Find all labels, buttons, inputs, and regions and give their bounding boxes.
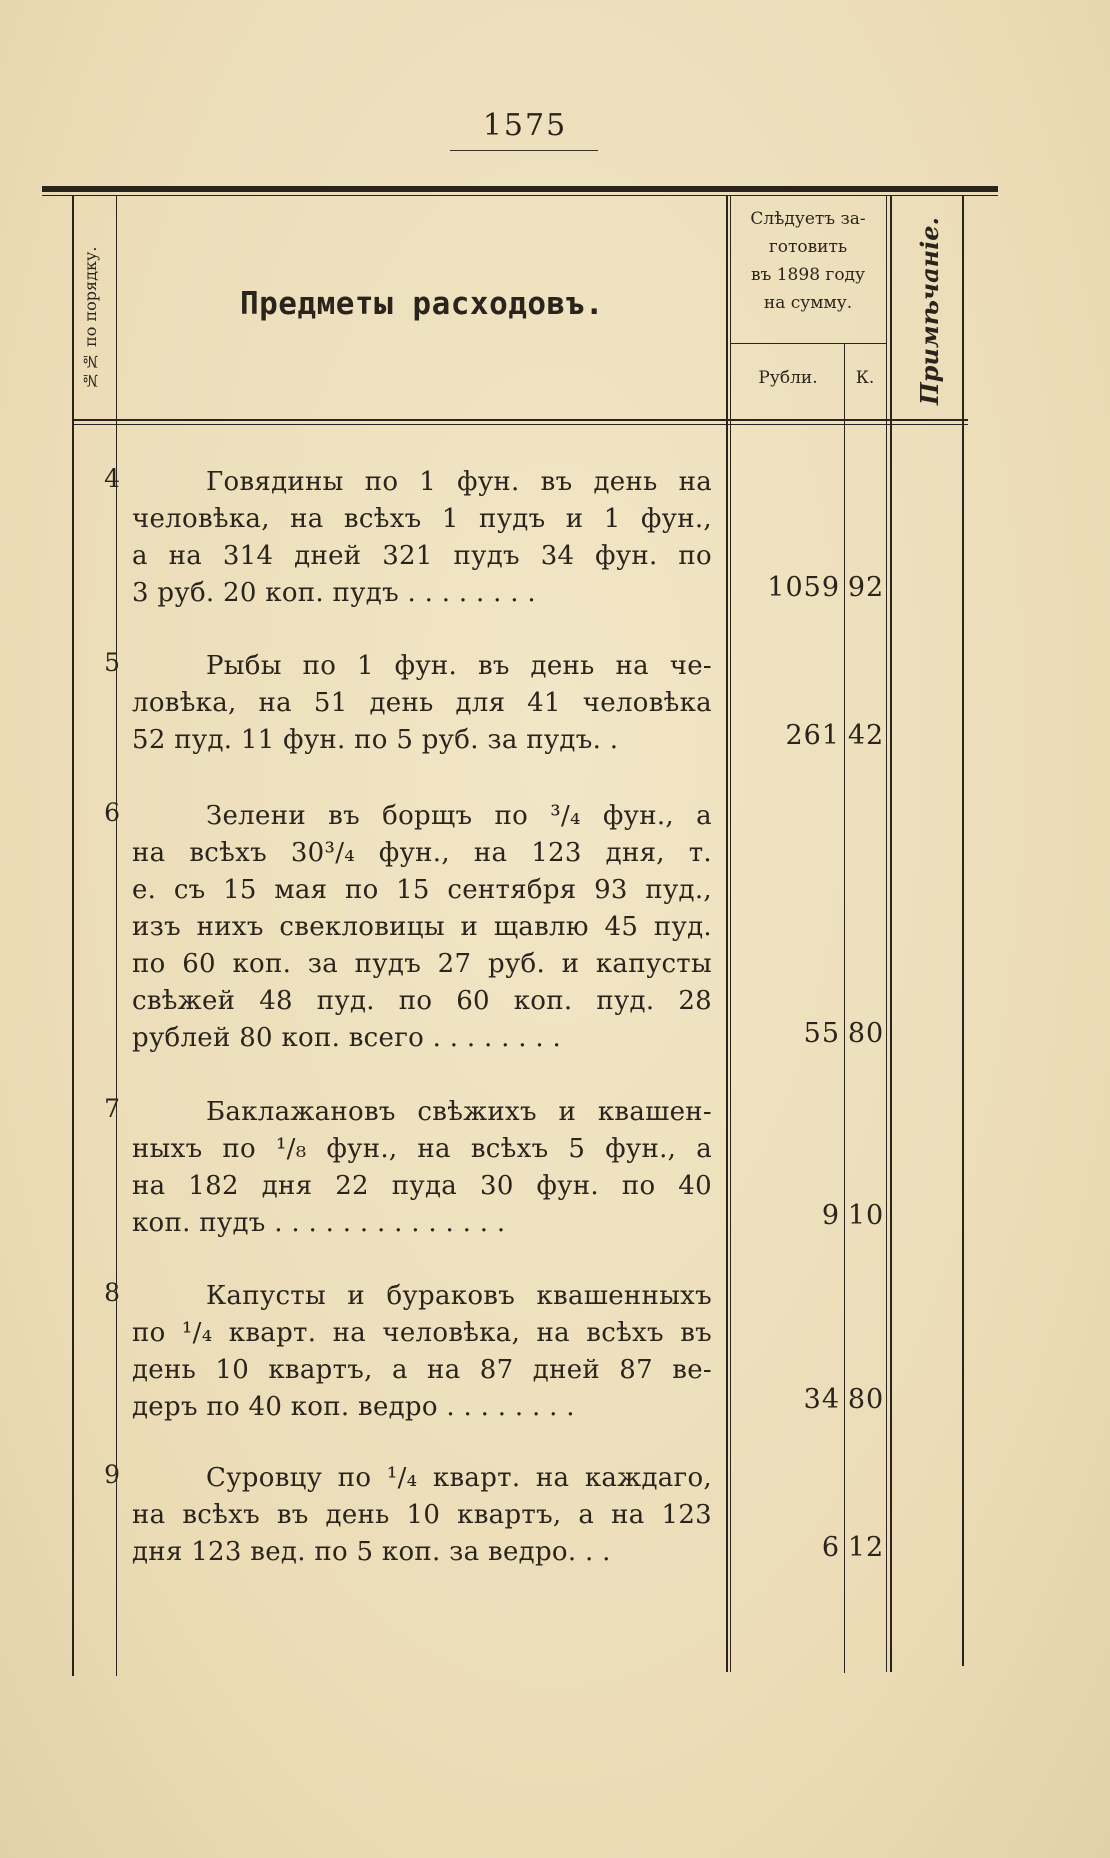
item-line: е. съ 15 мая по 15 сентября 93 пуд., <box>132 875 712 905</box>
row-item-text <box>132 464 712 612</box>
row-number: 8 <box>104 1278 120 1307</box>
item-line: Рыбы по 1 фун. въ день на че- <box>206 651 712 681</box>
row-number: 9 <box>104 1460 120 1489</box>
header-bottom-rule-2 <box>72 424 968 425</box>
item-line: коп. пудъ . . . . . . . . . . . . . . <box>132 1208 506 1238</box>
row-number: 5 <box>104 648 120 677</box>
row-number: 6 <box>104 798 120 827</box>
table-top-rule-thin <box>42 195 998 196</box>
item-line: Суровцу по ¹/₄ кварт. на каждаго, <box>206 1463 712 1493</box>
item-line: на всѣхъ въ день 10 квартъ, а на 123 <box>132 1500 712 1530</box>
table-top-rule <box>42 186 998 192</box>
header-kopecks: К. <box>855 368 875 388</box>
header-sum-line: Слѣдуетъ за- <box>750 209 866 229</box>
column-rule-right <box>962 196 964 1666</box>
header-rubles: Рубли. <box>758 368 818 388</box>
column-rule-items <box>726 196 728 1672</box>
row-item-text <box>132 1094 712 1242</box>
item-line: Баклажановъ свѣжихъ и квашен- <box>206 1097 712 1127</box>
item-line: на всѣхъ 30³/₄ фун., на 123 дня, т. <box>132 838 712 868</box>
header-sum-line: въ 1898 году <box>750 265 866 285</box>
header-sum-column <box>732 205 884 317</box>
item-line: 3 руб. 20 коп. пудъ . . . . . . . . <box>132 578 536 608</box>
row-item-text <box>132 1278 712 1426</box>
row-item-text <box>132 648 712 759</box>
item-line: 52 пуд. 11 фун. по 5 руб. за пудъ. . <box>132 725 619 755</box>
item-line: человѣка, на всѣхъ 1 пудъ и 1 фун., <box>132 504 712 534</box>
row-kopecks: 80 <box>847 1384 885 1415</box>
page-number: 1575 <box>482 108 568 143</box>
item-line: день 10 квартъ, а на 87 дней 87 ве- <box>132 1355 712 1385</box>
item-line: Зелени въ борщъ по ³/₄ фун., а <box>206 801 712 831</box>
row-rubles: 6 <box>821 1532 840 1563</box>
header-sum-line: готовить <box>768 237 848 257</box>
row-kopecks: 12 <box>847 1532 885 1563</box>
column-rule-sum-end <box>890 196 892 1672</box>
item-line: деръ по 40 коп. ведро . . . . . . . . <box>132 1392 575 1422</box>
header-items-column: Предметы расходовъ. <box>239 286 605 322</box>
item-line: по 60 коп. за пудъ 27 руб. и капусты <box>132 949 712 979</box>
row-kopecks: 80 <box>847 1018 885 1049</box>
column-rule-number <box>116 196 117 1676</box>
item-line: дня 123 вед. по 5 коп. за ведро. . . <box>132 1537 611 1567</box>
item-line: ныхъ по ¹/₈ фун., на всѣхъ 5 фун., а <box>132 1134 712 1164</box>
row-kopecks: 42 <box>847 720 885 751</box>
item-line: на 182 дня 22 пуда 30 фун. по 40 <box>132 1171 712 1201</box>
row-item-text <box>132 798 712 1057</box>
item-line: а на 314 дней 321 пудъ 34 фун. по <box>132 541 712 571</box>
item-line: по ¹/₄ кварт. на человѣка, на всѣхъ въ <box>132 1318 712 1348</box>
row-rubles: 34 <box>803 1384 840 1415</box>
header-bottom-rule <box>72 419 968 421</box>
column-rule-rubles <box>844 343 845 1673</box>
header-sum-line: на сумму. <box>763 293 853 313</box>
item-line: рублей 80 коп. всего . . . . . . . . <box>132 1023 562 1053</box>
sum-subheader-rule <box>730 343 886 344</box>
row-item-text <box>132 1460 712 1571</box>
row-number: 4 <box>104 464 120 493</box>
header-note-column: Примѣчаніе. <box>915 217 944 405</box>
item-line: свѣжей 48 пуд. по 60 коп. пуд. 28 <box>132 986 712 1016</box>
page-number-rule <box>450 150 598 151</box>
column-rule-left <box>72 196 74 1676</box>
row-rubles: 9 <box>821 1200 840 1231</box>
item-line: ловѣка, на 51 день для 41 человѣка <box>132 688 712 718</box>
column-rule-items-2 <box>730 196 731 1672</box>
item-line: Говядины по 1 фун. въ день на <box>206 467 712 497</box>
row-rubles: 261 <box>785 720 840 751</box>
column-rule-kopecks <box>886 196 887 1672</box>
row-kopecks: 92 <box>847 572 885 603</box>
row-rubles: 55 <box>803 1018 840 1049</box>
row-number: 7 <box>104 1094 120 1123</box>
header-number-column: №№ по порядку. <box>81 246 100 390</box>
item-line: Капусты и бураковъ квашенныхъ <box>206 1281 712 1311</box>
item-line: изъ нихъ свекловицы и щавлю 45 пуд. <box>132 912 712 942</box>
row-kopecks: 10 <box>847 1200 885 1231</box>
row-rubles: 1059 <box>767 572 840 603</box>
